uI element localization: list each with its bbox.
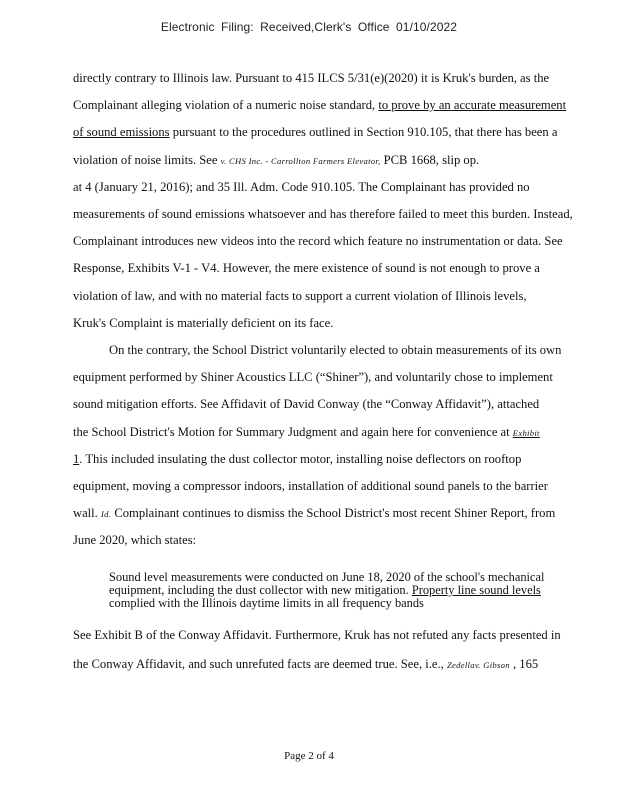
text-line xyxy=(73,397,539,412)
underlined-text: to prove by an accurate measurement xyxy=(378,98,567,113)
text-run: directly contrary to Illinois law. Pursuant to 415 ILCS 5/31(e)(2020) it is Kruk's burden, as the xyxy=(73,71,550,85)
text-run: On the contrary, the School District voluntarily elected to obtain measurements of its own xyxy=(109,343,562,357)
text-run: the Conway Affidavit, and such unrefuted facts are deemed true. See, i.e., xyxy=(73,657,447,671)
text-line xyxy=(73,628,561,643)
text-run: violation of law, and with no material facts to support a current violation of Illinois levels, xyxy=(73,288,527,303)
text-run: Sound level measurements were conducted on June 18, 2020 of the school's mechanical xyxy=(109,570,545,584)
text-line xyxy=(73,234,563,249)
text-run: Complainant alleging violation of a numeric noise standard, xyxy=(73,98,379,113)
text-line xyxy=(73,98,566,113)
text-run: violation of noise limits. See xyxy=(73,152,221,167)
text-line xyxy=(73,180,530,195)
text-line xyxy=(73,657,538,672)
text-line xyxy=(73,452,521,467)
text-run: . This included insulating the dust collector motor, installing noise deflectors on rooftop xyxy=(79,451,522,466)
text-line xyxy=(73,289,527,304)
text-run: June 2020, which states: xyxy=(73,533,197,548)
citation-text: Zedellav. Gibson xyxy=(446,660,510,670)
underlined-text: 1 xyxy=(73,451,80,466)
text-run: complied with the Illinois daytime limits in all frequency bands xyxy=(109,596,424,610)
text-run: measurements of sound emissions whatsoever and has therefore failed to meet this burden. Instead, xyxy=(73,207,573,221)
text-run: wall. xyxy=(73,506,101,521)
text-run: Kruk's Complaint is materially deficient on its face. xyxy=(73,315,334,330)
text-run: equipment, including the dust collector with new mitigation. xyxy=(109,583,412,597)
text-line xyxy=(73,316,333,331)
text-run: equipment, moving a compressor indoors, installation of additional sound panels to the barrier xyxy=(73,479,548,493)
text-run: Response, Exhibits V-1 - V4. However, the mere existence of sound is not enough to prove a xyxy=(73,261,540,276)
text-line xyxy=(73,479,548,494)
citation-text: v. CHS Inc. - Carrollton Farmers Elevator, xyxy=(220,155,381,166)
filing-header: Electronic Filing: Received,Clerk's Office 01/10/2022 xyxy=(160,20,458,34)
text-run: Complainant continues to dismiss the School District's most recent Shiner Report, from xyxy=(111,506,556,521)
text-run: Complainant introduces new videos into the record which feature no instrumentation or data. See xyxy=(73,234,563,249)
text-run: , 165 xyxy=(509,657,539,671)
text-line xyxy=(73,261,540,276)
quote-line xyxy=(109,597,424,610)
text-line xyxy=(73,533,196,548)
text-line xyxy=(73,370,553,385)
text-run: sound mitigation efforts. See Affidavit of David Conway (the “Conway Affidavit”), attached xyxy=(73,397,540,412)
text-run: at 4 (January 21, 2016); and 35 Ill. Adm. Code 910.105. The Complainant has provided no xyxy=(73,179,530,194)
text-line xyxy=(73,71,549,86)
underlined-text: Exhibit xyxy=(512,427,540,438)
text-run: equipment performed by Shiner Acoustics LLC (“Shiner”), and voluntarily chose to implement xyxy=(73,370,553,385)
text-run: the School District's Motion for Summary Judgment and again here for convenience at xyxy=(73,424,513,439)
underlined-text: Property line sound levels xyxy=(411,583,541,597)
text-run: See Exhibit B of the Conway Affidavit. Furthermore, Kruk has not refuted any facts presented in xyxy=(73,628,561,642)
underlined-text: of sound emissions xyxy=(73,125,170,140)
text-line xyxy=(73,153,479,168)
text-line xyxy=(73,125,557,140)
text-run: PCB 1668, slip op. xyxy=(380,152,480,167)
text-run: pursuant to the procedures outlined in Section 910.105, that there has been a xyxy=(169,125,558,140)
text-line xyxy=(73,207,573,222)
text-line xyxy=(73,425,540,440)
text-line xyxy=(73,506,555,521)
page-number: Page 2 of 4 xyxy=(284,750,334,762)
text-line xyxy=(109,343,561,358)
citation-text: Id. xyxy=(100,509,112,520)
